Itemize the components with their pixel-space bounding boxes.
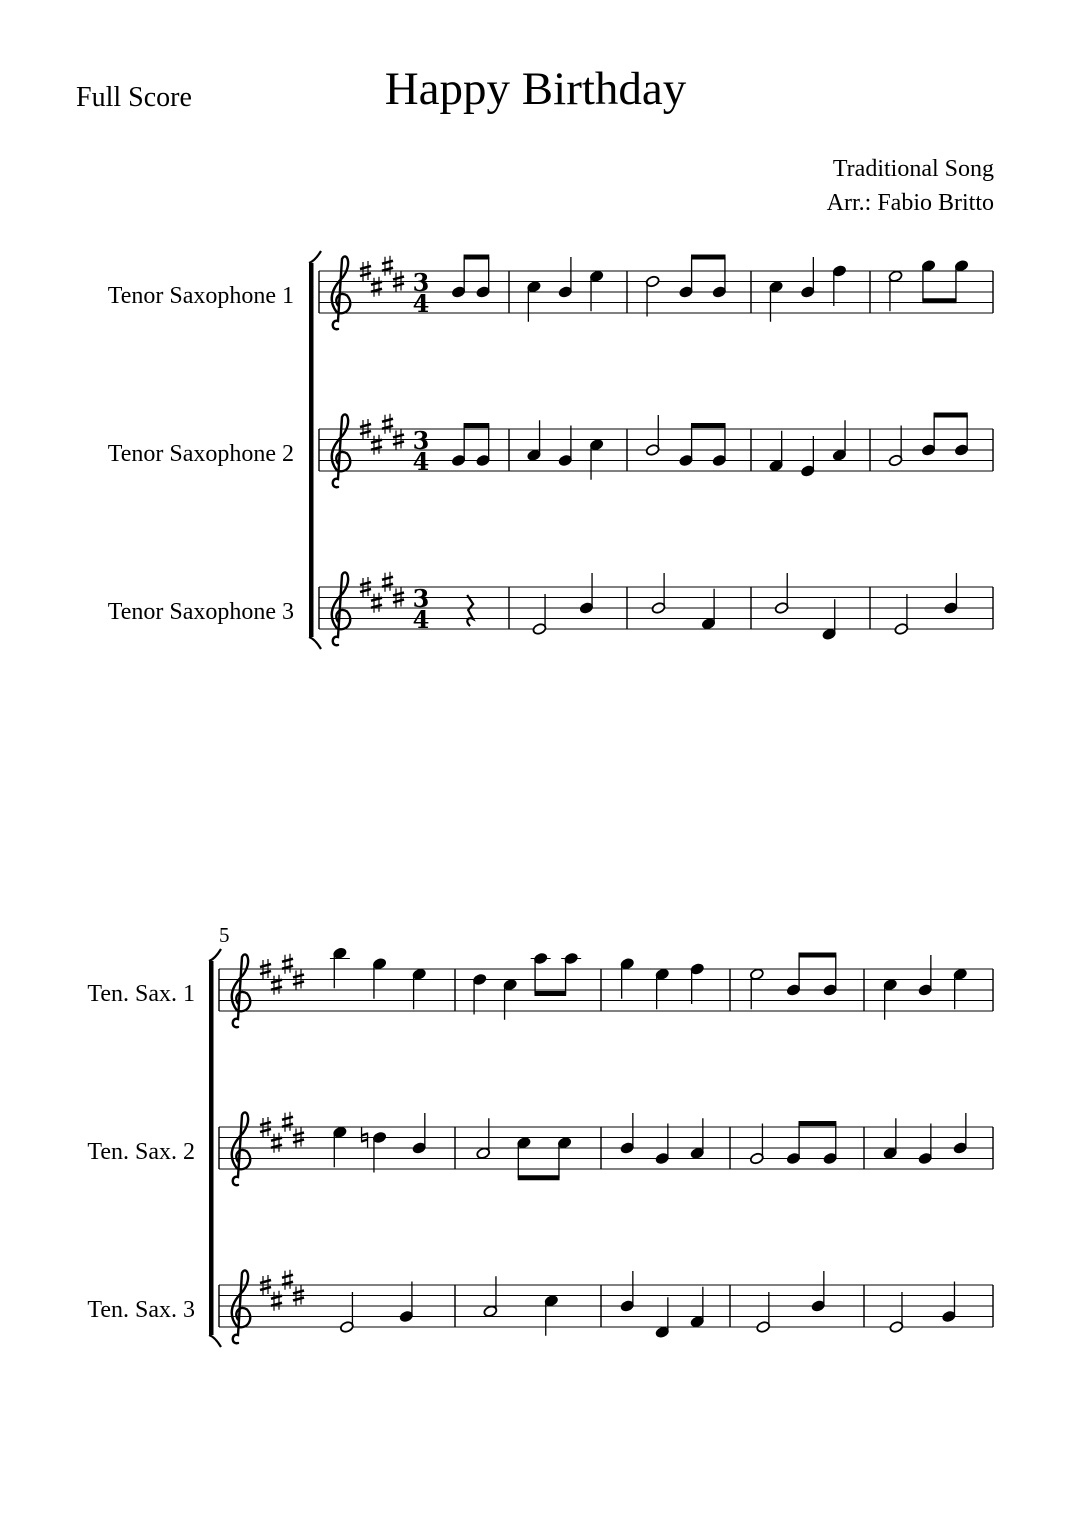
note bbox=[655, 1124, 670, 1165]
note bbox=[883, 1118, 898, 1159]
note bbox=[332, 1126, 347, 1167]
treble-clef-icon bbox=[232, 954, 250, 1027]
note bbox=[889, 1292, 904, 1333]
staff-label-tenor-sax-1: Tenor Saxophone 1 bbox=[107, 283, 294, 309]
note bbox=[532, 594, 547, 635]
note bbox=[941, 1282, 956, 1323]
treble-clef-icon bbox=[232, 1112, 250, 1185]
key-signature-sharp-icon bbox=[382, 256, 393, 276]
quarter-rest-icon bbox=[467, 595, 473, 626]
bracket-bottom-hook bbox=[209, 1335, 221, 1347]
treble-clef-icon bbox=[232, 1270, 250, 1343]
note bbox=[527, 280, 542, 321]
note bbox=[832, 265, 847, 306]
note bbox=[823, 1124, 838, 1165]
note bbox=[372, 957, 387, 998]
note bbox=[769, 431, 784, 472]
note bbox=[544, 1294, 559, 1335]
note bbox=[558, 426, 573, 467]
time-signature-bottom: 4 bbox=[412, 605, 430, 634]
note bbox=[712, 257, 727, 298]
key-signature-sharp-icon bbox=[271, 1133, 282, 1153]
note bbox=[362, 1128, 387, 1173]
key-signature-sharp-icon bbox=[282, 1270, 293, 1290]
staff bbox=[219, 1270, 993, 1343]
time-signature-bottom: 4 bbox=[412, 447, 430, 476]
bracket-top-hook bbox=[209, 949, 221, 961]
note bbox=[918, 955, 933, 996]
note bbox=[339, 1292, 354, 1333]
note bbox=[399, 1282, 414, 1323]
note bbox=[749, 1124, 764, 1165]
note bbox=[451, 426, 466, 467]
note bbox=[503, 978, 518, 1019]
note bbox=[888, 426, 903, 467]
note bbox=[472, 973, 487, 1014]
note bbox=[894, 594, 909, 635]
time-signature-top: 3 bbox=[412, 268, 430, 297]
treble-clef-icon bbox=[332, 572, 350, 645]
note bbox=[749, 968, 764, 1009]
note bbox=[953, 1113, 968, 1154]
key-signature-sharp-icon bbox=[271, 975, 282, 995]
time-signature-top: 3 bbox=[412, 426, 430, 455]
key-signature-sharp-icon bbox=[282, 954, 293, 974]
key-signature-sharp-icon bbox=[271, 1291, 282, 1311]
note bbox=[451, 257, 466, 298]
bracket-top-hook bbox=[309, 251, 321, 263]
key-signature-sharp-icon bbox=[371, 593, 382, 613]
time-signature-top: 3 bbox=[412, 584, 430, 613]
note bbox=[517, 1136, 532, 1177]
note bbox=[589, 438, 604, 479]
staff bbox=[219, 947, 993, 1027]
note bbox=[883, 978, 898, 1019]
staff bbox=[319, 256, 993, 329]
composer-credit: Traditional Song bbox=[832, 156, 994, 182]
note bbox=[756, 1292, 771, 1333]
system-bracket bbox=[209, 961, 214, 1335]
note bbox=[651, 573, 666, 614]
note bbox=[690, 963, 705, 1004]
note bbox=[954, 415, 969, 456]
note bbox=[579, 573, 594, 614]
note bbox=[786, 955, 801, 996]
staff bbox=[219, 1112, 993, 1185]
key-signature-sharp-icon bbox=[382, 572, 393, 592]
score-system bbox=[309, 251, 993, 649]
note bbox=[774, 573, 789, 614]
staff-label-ten-sax-1: Ten. Sax. 1 bbox=[87, 981, 195, 1007]
system-bracket bbox=[309, 263, 314, 637]
note bbox=[953, 968, 968, 1009]
staff bbox=[319, 414, 993, 487]
note bbox=[690, 1118, 705, 1159]
note bbox=[701, 589, 716, 630]
note bbox=[712, 426, 727, 467]
note bbox=[921, 415, 936, 456]
staff bbox=[319, 572, 993, 645]
staff-label-tenor-sax-2: Tenor Saxophone 2 bbox=[107, 441, 294, 467]
staff-label-ten-sax-2: Ten. Sax. 2 bbox=[87, 1139, 195, 1165]
note bbox=[786, 1124, 801, 1165]
score-system bbox=[209, 947, 993, 1347]
note bbox=[476, 1118, 491, 1159]
note bbox=[620, 1271, 635, 1312]
note bbox=[822, 599, 837, 640]
note bbox=[620, 957, 635, 998]
note bbox=[943, 573, 958, 614]
note bbox=[531, 952, 551, 993]
key-signature-sharp-icon bbox=[371, 435, 382, 455]
note bbox=[476, 426, 491, 467]
note bbox=[918, 1124, 933, 1165]
note bbox=[921, 259, 936, 300]
note bbox=[645, 275, 660, 316]
score-type-label: Full Score bbox=[76, 82, 192, 113]
key-signature-sharp-icon bbox=[282, 1112, 293, 1132]
note bbox=[954, 259, 969, 300]
key-signature-sharp-icon bbox=[382, 414, 393, 434]
note bbox=[645, 415, 660, 456]
arranger-credit: Arr.: Fabio Britto bbox=[826, 190, 994, 216]
note bbox=[800, 436, 815, 477]
treble-clef-icon bbox=[332, 256, 350, 329]
note bbox=[800, 257, 815, 298]
note bbox=[679, 257, 694, 298]
note bbox=[561, 952, 581, 993]
note bbox=[412, 968, 427, 1009]
note bbox=[888, 270, 903, 311]
note bbox=[527, 420, 542, 461]
note bbox=[330, 947, 350, 988]
note bbox=[589, 270, 604, 311]
note bbox=[823, 955, 838, 996]
note bbox=[476, 257, 491, 298]
treble-clef-icon bbox=[332, 414, 350, 487]
note bbox=[655, 1297, 670, 1338]
note bbox=[655, 968, 670, 1009]
note bbox=[557, 1136, 572, 1177]
note bbox=[769, 280, 784, 321]
score-title: Happy Birthday bbox=[384, 63, 687, 115]
note bbox=[832, 420, 847, 461]
key-signature-sharp-icon bbox=[371, 277, 382, 297]
note bbox=[811, 1271, 826, 1312]
note bbox=[483, 1276, 498, 1317]
note bbox=[690, 1287, 705, 1328]
measure-number: 5 bbox=[219, 923, 230, 947]
note bbox=[558, 257, 573, 298]
note bbox=[412, 1113, 427, 1154]
staff-label-tenor-sax-3: Tenor Saxophone 3 bbox=[107, 599, 294, 625]
time-signature-bottom: 4 bbox=[412, 289, 430, 318]
bracket-bottom-hook bbox=[309, 637, 321, 649]
staff-label-ten-sax-3: Ten. Sax. 3 bbox=[87, 1297, 195, 1323]
note bbox=[679, 426, 694, 467]
note bbox=[620, 1113, 635, 1154]
